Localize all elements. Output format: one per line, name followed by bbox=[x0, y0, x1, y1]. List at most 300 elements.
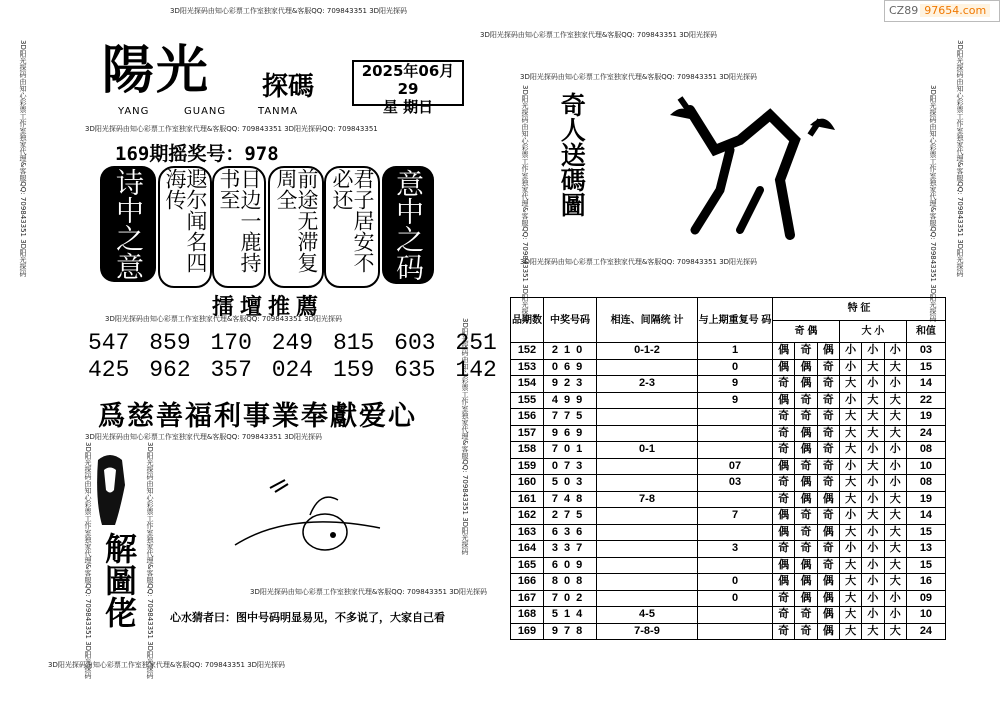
repeat-cell bbox=[698, 442, 773, 459]
digit: 9 bbox=[563, 393, 577, 406]
number-cell bbox=[544, 557, 597, 574]
odd-even-cell: 奇 bbox=[795, 409, 817, 426]
span-cell: 0-1 bbox=[597, 442, 698, 459]
number-cell bbox=[544, 524, 597, 541]
recommend-number: 170 bbox=[210, 330, 252, 356]
big-small-cell: 大 bbox=[839, 524, 861, 541]
big-small-cell: 小 bbox=[862, 524, 884, 541]
ad-strip-top-2: 3D阳光探码由知心彩票工作室独家代理&客服QQ: 709843351 3D阳光探码 bbox=[480, 31, 718, 39]
big-small-cell: 小 bbox=[862, 442, 884, 459]
digit: 6 bbox=[576, 525, 589, 538]
big-small-cell: 小 bbox=[839, 541, 861, 558]
period-cell: 160 bbox=[511, 475, 544, 492]
odd-even-cell: 奇 bbox=[773, 491, 795, 508]
table-row bbox=[511, 623, 946, 640]
table-row bbox=[511, 557, 946, 574]
big-small-cell: 小 bbox=[839, 508, 861, 525]
col-repeat: 与上期重复号 码 bbox=[698, 298, 773, 343]
big-small-cell: 小 bbox=[839, 458, 861, 475]
table-row bbox=[511, 409, 946, 426]
span-cell: 0-1-2 bbox=[597, 343, 698, 360]
big-small-cell: 大 bbox=[839, 574, 861, 591]
big-small-cell: 大 bbox=[839, 491, 861, 508]
history-table bbox=[510, 297, 946, 640]
span-cell bbox=[597, 557, 698, 574]
number-cell bbox=[544, 359, 597, 376]
odd-even-cell: 偶 bbox=[817, 343, 839, 360]
sum-cell: 03 bbox=[906, 343, 945, 360]
recommend-number: 635 bbox=[394, 357, 436, 383]
pinyin-tanma: TANMA bbox=[258, 106, 299, 117]
picture-title: 奇人送碼圖 bbox=[557, 92, 587, 217]
period-cell: 168 bbox=[511, 607, 544, 624]
digit: 8 bbox=[551, 575, 564, 588]
table-row bbox=[511, 541, 946, 558]
sum-cell: 19 bbox=[906, 409, 945, 426]
ad-strip-left: 3D阳光探码由知心彩票工作室独家代理&客服QQ: 709843351 3D阳光探码 bbox=[19, 40, 27, 278]
odd-even-cell: 偶 bbox=[795, 491, 817, 508]
span-cell bbox=[597, 425, 698, 442]
odd-even-cell: 奇 bbox=[817, 458, 839, 475]
number-cell bbox=[544, 590, 597, 607]
charity-slogan: 爲慈善福利事業奉獻爱心 bbox=[98, 401, 417, 432]
digit: 0 bbox=[563, 558, 577, 571]
big-small-cell: 大 bbox=[884, 359, 906, 376]
digit: 5 bbox=[576, 410, 589, 423]
digit: 3 bbox=[551, 542, 564, 555]
number-cell bbox=[544, 409, 597, 426]
digit: 8 bbox=[576, 624, 589, 637]
big-small-cell: 大 bbox=[884, 392, 906, 409]
number-cell bbox=[544, 376, 597, 393]
big-small-cell: 大 bbox=[884, 574, 906, 591]
big-small-cell: 大 bbox=[862, 508, 884, 525]
digit: 0 bbox=[563, 591, 577, 604]
recommend-row-1 bbox=[88, 330, 497, 356]
repeat-cell bbox=[698, 607, 773, 624]
watermark-domain: 97654.com bbox=[920, 4, 990, 17]
sum-cell: 10 bbox=[906, 607, 945, 624]
sum-cell: 08 bbox=[906, 475, 945, 492]
period-cell: 162 bbox=[511, 508, 544, 525]
odd-even-cell: 奇 bbox=[773, 475, 795, 492]
digit: 4 bbox=[576, 608, 589, 621]
pinyin-guang: GUANG bbox=[184, 106, 227, 117]
big-small-cell: 小 bbox=[862, 541, 884, 558]
big-small-cell: 小 bbox=[862, 491, 884, 508]
number-cell bbox=[544, 607, 597, 624]
col-sum: 和值 bbox=[906, 320, 945, 343]
big-small-cell: 小 bbox=[884, 458, 906, 475]
odd-even-cell: 偶 bbox=[817, 590, 839, 607]
repeat-cell bbox=[698, 425, 773, 442]
big-small-cell: 小 bbox=[862, 376, 884, 393]
logo-subtitle: 探碼 bbox=[262, 72, 315, 102]
period-cell: 161 bbox=[511, 491, 544, 508]
span-cell bbox=[597, 359, 698, 376]
period-cell: 159 bbox=[511, 458, 544, 475]
odd-even-cell: 奇 bbox=[817, 442, 839, 459]
big-small-cell: 小 bbox=[839, 359, 861, 376]
digit: 0 bbox=[551, 360, 564, 373]
digit: 7 bbox=[551, 591, 564, 604]
digit: 7 bbox=[576, 542, 589, 555]
poem-column-4: 君子居安不必还 bbox=[324, 166, 380, 288]
big-small-cell: 小 bbox=[884, 475, 906, 492]
big-small-cell: 大 bbox=[862, 359, 884, 376]
big-small-cell: 大 bbox=[839, 425, 861, 442]
recommend-number: 024 bbox=[271, 357, 314, 383]
repeat-cell bbox=[698, 491, 773, 508]
odd-even-cell: 奇 bbox=[773, 409, 795, 426]
odd-even-cell: 奇 bbox=[795, 392, 817, 409]
period-cell: 154 bbox=[511, 376, 544, 393]
table-row bbox=[511, 442, 946, 459]
odd-even-cell: 偶 bbox=[795, 359, 817, 376]
period-cell: 156 bbox=[511, 409, 544, 426]
table-row bbox=[511, 607, 946, 624]
repeat-cell bbox=[698, 557, 773, 574]
sum-cell: 10 bbox=[906, 458, 945, 475]
odd-even-cell: 奇 bbox=[817, 475, 839, 492]
sum-cell: 19 bbox=[906, 491, 945, 508]
table-row bbox=[511, 574, 946, 591]
repeat-cell: 0 bbox=[698, 590, 773, 607]
number-cell bbox=[544, 343, 597, 360]
digit: 4 bbox=[563, 492, 577, 505]
note-text: 心水猜者曰：图中号码明显易见，不多说了，大家自己看 bbox=[170, 611, 445, 624]
number-cell bbox=[544, 442, 597, 459]
repeat-cell: 07 bbox=[698, 458, 773, 475]
col-feature: 特 征 bbox=[773, 298, 946, 321]
big-small-cell: 小 bbox=[862, 590, 884, 607]
recommend-number: 357 bbox=[210, 357, 252, 383]
big-small-cell: 大 bbox=[839, 409, 861, 426]
number-cell bbox=[544, 458, 597, 475]
digit: 5 bbox=[576, 509, 589, 522]
digit: 6 bbox=[563, 360, 577, 373]
ad-strip-header: 3D阳光探码由知心彩票工作室独家代理&客服QQ: 709843351 3D阳光探码QQ: 709843351 bbox=[85, 125, 378, 133]
odd-even-cell: 奇 bbox=[795, 508, 817, 525]
big-small-cell: 小 bbox=[839, 343, 861, 360]
span-cell bbox=[597, 541, 698, 558]
odd-even-cell: 偶 bbox=[795, 475, 817, 492]
big-small-cell: 大 bbox=[884, 409, 906, 426]
period-cell: 164 bbox=[511, 541, 544, 558]
repeat-cell bbox=[698, 623, 773, 640]
ad-strip-top-1: 3D阳光探码由知心彩票工作室独家代理&客服QQ: 709843351 3D阳光探码 bbox=[170, 7, 408, 15]
digit: 1 bbox=[576, 443, 589, 456]
odd-even-cell: 奇 bbox=[817, 359, 839, 376]
odd-even-cell: 偶 bbox=[773, 392, 795, 409]
odd-even-cell: 奇 bbox=[817, 508, 839, 525]
table-row bbox=[511, 491, 946, 508]
number-cell bbox=[544, 392, 597, 409]
span-cell bbox=[597, 392, 698, 409]
digit: 2 bbox=[551, 344, 564, 357]
digit: 8 bbox=[576, 492, 589, 505]
big-small-cell: 大 bbox=[839, 376, 861, 393]
ad-strip-riddle: 3D阳光探码由知心彩票工作室独家代理&客服QQ: 709843351 3D阳光探码 bbox=[85, 433, 323, 441]
digit: 2 bbox=[576, 591, 589, 604]
digit: 7 bbox=[551, 410, 564, 423]
sum-cell: 15 bbox=[906, 557, 945, 574]
big-small-cell: 小 bbox=[862, 557, 884, 574]
odd-even-cell: 偶 bbox=[817, 623, 839, 640]
span-cell bbox=[597, 475, 698, 492]
repeat-cell: 9 bbox=[698, 392, 773, 409]
odd-even-cell: 偶 bbox=[795, 590, 817, 607]
repeat-cell bbox=[698, 524, 773, 541]
big-small-cell: 大 bbox=[862, 425, 884, 442]
span-cell: 7-8 bbox=[597, 491, 698, 508]
poem-column-1: 遐尔闻名四海传 bbox=[158, 166, 212, 288]
odd-even-cell: 奇 bbox=[795, 607, 817, 624]
odd-even-cell: 偶 bbox=[773, 557, 795, 574]
table-row bbox=[511, 524, 946, 541]
poem-column-3: 前途无滞复周全 bbox=[268, 166, 324, 288]
issue-weekday: 星 期日 bbox=[382, 98, 434, 116]
digit: 3 bbox=[576, 377, 589, 390]
big-small-cell: 大 bbox=[839, 442, 861, 459]
big-small-cell: 大 bbox=[884, 508, 906, 525]
table-row bbox=[511, 590, 946, 607]
ad-strip-picture-bottom: 3D阳光探码由知心彩票工作室独家代理&客服QQ: 709843351 3D阳光探码 bbox=[520, 258, 758, 266]
number-cell bbox=[544, 508, 597, 525]
big-small-cell: 小 bbox=[884, 442, 906, 459]
odd-even-cell: 偶 bbox=[795, 425, 817, 442]
history-body bbox=[511, 343, 946, 640]
odd-even-cell: 偶 bbox=[795, 376, 817, 393]
period-cell: 163 bbox=[511, 524, 544, 541]
digit: 3 bbox=[563, 525, 577, 538]
poem-column-2: 日边一鹿持书至 bbox=[212, 166, 266, 288]
table-row bbox=[511, 376, 946, 393]
odd-even-cell: 偶 bbox=[817, 574, 839, 591]
digit: 2 bbox=[551, 509, 564, 522]
riddle-sketch bbox=[230, 470, 390, 560]
recommend-title: 擂壇推薦 bbox=[212, 294, 325, 320]
repeat-cell: 7 bbox=[698, 508, 773, 525]
digit: 9 bbox=[551, 624, 564, 637]
site-watermark[interactable] bbox=[884, 0, 1000, 22]
digit: 4 bbox=[551, 393, 564, 406]
digit: 9 bbox=[576, 393, 589, 406]
odd-even-cell: 偶 bbox=[773, 458, 795, 475]
digit: 9 bbox=[576, 558, 589, 571]
odd-even-cell: 奇 bbox=[795, 524, 817, 541]
odd-even-cell: 偶 bbox=[795, 574, 817, 591]
big-small-cell: 大 bbox=[839, 623, 861, 640]
big-small-cell: 小 bbox=[862, 574, 884, 591]
digit: 5 bbox=[551, 608, 564, 621]
pinyin-yang: YANG bbox=[118, 106, 150, 117]
period-cell: 166 bbox=[511, 574, 544, 591]
number-cell bbox=[544, 475, 597, 492]
digit: 0 bbox=[563, 575, 577, 588]
digit: 5 bbox=[551, 476, 564, 489]
odd-even-cell: 偶 bbox=[773, 359, 795, 376]
big-small-cell: 大 bbox=[884, 541, 906, 558]
big-small-cell: 大 bbox=[884, 491, 906, 508]
recommend-number: 962 bbox=[149, 357, 191, 383]
recommend-number: 815 bbox=[332, 330, 375, 356]
number-cell bbox=[544, 623, 597, 640]
odd-even-cell: 偶 bbox=[795, 442, 817, 459]
ad-strip-right: 3D阳光探码由知心彩票工作室独家代理&客服QQ: 709843351 3D阳光探码 bbox=[956, 40, 964, 278]
big-small-cell: 小 bbox=[884, 607, 906, 624]
recommend-row-2 bbox=[88, 357, 497, 383]
odd-even-cell: 奇 bbox=[773, 607, 795, 624]
odd-even-cell: 奇 bbox=[817, 376, 839, 393]
period-cell: 158 bbox=[511, 442, 544, 459]
digit: 7 bbox=[563, 459, 577, 472]
sum-cell: 15 bbox=[906, 524, 945, 541]
span-cell bbox=[597, 574, 698, 591]
sum-cell: 15 bbox=[906, 359, 945, 376]
odd-even-cell: 偶 bbox=[773, 508, 795, 525]
digit: 7 bbox=[563, 624, 577, 637]
period-cell: 169 bbox=[511, 623, 544, 640]
recommend-number: 603 bbox=[394, 330, 436, 356]
odd-even-cell: 偶 bbox=[773, 524, 795, 541]
big-small-cell: 大 bbox=[862, 623, 884, 640]
big-small-cell: 大 bbox=[839, 475, 861, 492]
odd-even-cell: 奇 bbox=[817, 392, 839, 409]
odd-even-cell: 奇 bbox=[773, 541, 795, 558]
odd-even-cell: 偶 bbox=[817, 524, 839, 541]
digit: 7 bbox=[563, 509, 577, 522]
ad-strip-note: 3D阳光探码由知心彩票工作室独家代理&客服QQ: 709843351 3D阳光探码 bbox=[250, 588, 488, 596]
digit: 7 bbox=[563, 410, 577, 423]
odd-even-cell: 奇 bbox=[817, 541, 839, 558]
table-row bbox=[511, 458, 946, 475]
big-small-cell: 小 bbox=[884, 343, 906, 360]
span-cell: 4-5 bbox=[597, 607, 698, 624]
sum-cell: 22 bbox=[906, 392, 945, 409]
span-cell bbox=[597, 590, 698, 607]
poem-left-label: 诗中之意 bbox=[100, 166, 156, 282]
big-small-cell: 大 bbox=[839, 607, 861, 624]
repeat-cell bbox=[698, 409, 773, 426]
big-small-cell: 大 bbox=[839, 590, 861, 607]
big-small-cell: 小 bbox=[862, 475, 884, 492]
big-small-cell: 大 bbox=[839, 557, 861, 574]
odd-even-cell: 奇 bbox=[817, 409, 839, 426]
odd-even-cell: 偶 bbox=[773, 343, 795, 360]
col-big-small: 大 小 bbox=[839, 320, 906, 343]
sum-cell: 08 bbox=[906, 442, 945, 459]
period-cell: 165 bbox=[511, 557, 544, 574]
odd-even-cell: 偶 bbox=[773, 574, 795, 591]
old-man-figure bbox=[90, 450, 130, 530]
odd-even-cell: 奇 bbox=[773, 376, 795, 393]
big-small-cell: 小 bbox=[862, 607, 884, 624]
digit: 9 bbox=[551, 426, 564, 439]
big-small-cell: 大 bbox=[884, 623, 906, 640]
odd-even-cell: 奇 bbox=[795, 458, 817, 475]
span-cell: 7-8-9 bbox=[597, 623, 698, 640]
period-cell: 155 bbox=[511, 392, 544, 409]
strange-man-drawing bbox=[640, 80, 850, 240]
col-span: 相连、间隔统 计 bbox=[597, 298, 698, 343]
repeat-cell: 0 bbox=[698, 574, 773, 591]
ad-strip-riddle-inner: 3D阳光探码由知心彩票工作室独家代理&客服QQ: 709843351 3D阳光探码 bbox=[146, 442, 154, 680]
digit: 6 bbox=[551, 525, 564, 538]
table-row bbox=[511, 475, 946, 492]
recommend-number: 159 bbox=[332, 357, 375, 383]
odd-even-cell: 奇 bbox=[795, 541, 817, 558]
ad-strip-mid: 3D阳光探码由知心彩票工作室独家代理&客服QQ: 709843351 3D阳光探码 bbox=[461, 318, 469, 556]
repeat-cell: 03 bbox=[698, 475, 773, 492]
draw-result: 169期摇奖号：978 bbox=[115, 143, 279, 165]
digit: 7 bbox=[551, 443, 564, 456]
digit: 9 bbox=[576, 360, 589, 373]
big-small-cell: 大 bbox=[884, 524, 906, 541]
odd-even-cell: 偶 bbox=[817, 491, 839, 508]
span-cell: 2-3 bbox=[597, 376, 698, 393]
recommend-number: 859 bbox=[149, 330, 191, 356]
recommend-number: 249 bbox=[271, 330, 314, 356]
col-number: 中奖号码 bbox=[544, 298, 597, 343]
repeat-cell: 0 bbox=[698, 359, 773, 376]
riddle-title: 解圖佬 bbox=[100, 532, 138, 628]
digit: 9 bbox=[551, 377, 564, 390]
odd-even-cell: 偶 bbox=[795, 557, 817, 574]
date-box bbox=[352, 60, 464, 116]
digit: 9 bbox=[576, 426, 589, 439]
number-cell bbox=[544, 574, 597, 591]
span-cell bbox=[597, 458, 698, 475]
big-small-cell: 小 bbox=[839, 392, 861, 409]
ad-strip-picture-top: 3D阳光探码由知心彩票工作室独家代理&客服QQ: 709843351 3D阳光探码 bbox=[520, 73, 758, 81]
big-small-cell: 小 bbox=[884, 590, 906, 607]
sum-cell: 14 bbox=[906, 376, 945, 393]
ad-strip-recommend: 3D阳光探码由知心彩票工作室独家代理&客服QQ: 709843351 3D阳光探码 bbox=[105, 315, 343, 323]
odd-even-cell: 奇 bbox=[795, 343, 817, 360]
poem-right-label: 意中之码 bbox=[382, 166, 434, 284]
digit: 6 bbox=[551, 558, 564, 571]
digit: 0 bbox=[563, 443, 577, 456]
big-small-cell: 大 bbox=[862, 458, 884, 475]
odd-even-cell: 奇 bbox=[773, 590, 795, 607]
digit: 1 bbox=[563, 608, 577, 621]
repeat-cell: 3 bbox=[698, 541, 773, 558]
odd-even-cell: 偶 bbox=[817, 607, 839, 624]
digit: 7 bbox=[551, 492, 564, 505]
big-small-cell: 小 bbox=[862, 343, 884, 360]
table-row bbox=[511, 508, 946, 525]
digit: 3 bbox=[576, 476, 589, 489]
digit: 6 bbox=[563, 426, 577, 439]
sum-cell: 09 bbox=[906, 590, 945, 607]
big-small-cell: 小 bbox=[884, 376, 906, 393]
span-cell bbox=[597, 508, 698, 525]
logo-title: 陽光 bbox=[102, 40, 211, 101]
span-cell bbox=[597, 524, 698, 541]
number-cell bbox=[544, 541, 597, 558]
big-small-cell: 大 bbox=[862, 392, 884, 409]
big-small-cell: 大 bbox=[862, 409, 884, 426]
span-cell bbox=[597, 409, 698, 426]
col-period: 品期数 bbox=[511, 298, 544, 343]
repeat-cell: 9 bbox=[698, 376, 773, 393]
digit: 1 bbox=[563, 344, 577, 357]
watermark-code: CZ89 bbox=[889, 4, 919, 17]
period-cell: 153 bbox=[511, 359, 544, 376]
ad-strip-picture-left: 3D阳光探码由知心彩票工作室独家代理&客服QQ: 709843351 3D阳光探码 bbox=[521, 85, 529, 323]
number-cell bbox=[544, 425, 597, 442]
